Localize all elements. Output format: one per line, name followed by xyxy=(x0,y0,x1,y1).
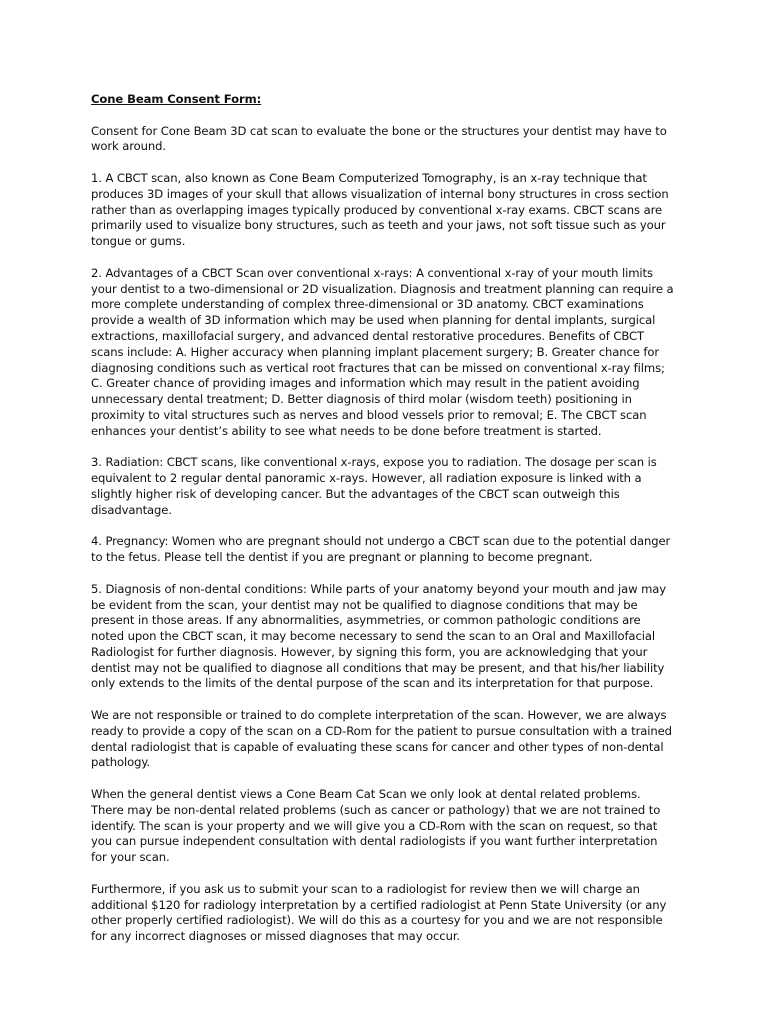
section-2-advantages: 2. Advantages of a CBCT Scan over conventional x-rays: A conventional x-ray of your mouth limits your dentist to a two-dimensional or 2D visualization. Diagnosis and treatment planning can require a more complete understanding of complex three-dimensional or 3D anatomy. CBCT examinations provide a wealth of 3D information which may be used when planning for dental implants, surgical extractions, maxillofacial surgery, and advanced dental restorative procedures. Benefits of CBCT scans include: A. Higher accuracy when planning implant placement surgery; B. Greater chance for diagnosing conditions such as vertical root fractures that can be missed on conventional x-ray films; C. Greater chance of providing images and information which may result in the patient avoiding unnecessary dental treatment; D. Better diagnosis of third molar (wisdom teeth) positioning in proximity to vital structures such as nerves and blood vessels prior to removal; E. The CBCT scan enhances your dentist’s ability to see what needs to be done before treatment is started. xyxy=(91,265,674,438)
section-4-pregnancy: 4. Pregnancy: Women who are pregnant should not undergo a CBCT scan due to the potential danger to the fetus. Please tell the dentist if you are pregnant or planning to become pregnant. xyxy=(91,534,671,565)
section-1-cbct-definition: 1. A CBCT scan, also known as Cone Beam Computerized Tomography, is an x-ray technique that produces 3D images of your skull that allows visualization of internal bony structures in cross section rather than as overlapping images typically produced by conventional x-ray exams. CBCT scans are primarily used to visualize bony structures, such as teeth and your jaws, not soft tissue such as your tongue or gums. xyxy=(91,170,669,249)
section-3-radiation: 3. Radiation: CBCT scans, like conventional x-rays, expose you to radiation. The dosage per scan is equivalent to 2 regular dental panoramic x-rays. However, all radiation exposure is linked with a slightly higher risk of developing cancer. But the advantages of the CBCT scan outweigh this disadvantage. xyxy=(91,455,657,517)
section-5-non-dental-conditions: 5. Diagnosis of non-dental conditions: While parts of your anatomy beyond your mouth and jaw may be evident from the scan, your dentist may not be qualified to diagnose conditions that may be present in those areas. If any abnormalities, asymmetries, or common pathologic conditions are noted upon the CBCT scan, it may become necessary to send the scan to an Oral and Maxillofacial Radiologist for further diagnosis. However, by signing this form, you are acknowledging that your dentist may not be qualified to diagnose all conditions that may be present, and that his/her liability only extends to the limits of the dental purpose of the scan and its interpretation for that purpose. xyxy=(91,581,667,691)
general-dentist-paragraph: When the general dentist views a Cone Beam Cat Scan we only look at dental related problems. There may be non-dental related problems (such as cancer or pathology) that we are not trained to identify. The scan is your property and we will give you a CD-Rom with the scan on request, so that you can pursue independent consultation with dental radiologists if you want further interpretation for your scan. xyxy=(91,787,661,865)
consent-form-page xyxy=(91,92,676,961)
intro-paragraph: Consent for Cone Beam 3D cat scan to evaluate the bone or the structures your dentist may have to work around. xyxy=(91,123,667,154)
responsibility-paragraph: We are not responsible or trained to do complete interpretation of the scan. However, we are always ready to provide a copy of the scan on a CD-Rom for the patient to pursue consultation with a trained dental radiologist that is capable of evaluating these scans for cancer and other types of non-dental pathology. xyxy=(91,708,672,770)
form-title: Cone Beam Consent Form: xyxy=(91,92,262,106)
radiology-fee-paragraph: Furthermore, if you ask us to submit your scan to a radiologist for review then we will charge an additional $120 for radiology interpretation by a certified radiologist at Penn State University (or any other properly certified radiologist). We will do this as a courtesy for you and we are not responsible for any incorrect diagnoses or missed diagnoses that may occur. xyxy=(91,881,667,944)
